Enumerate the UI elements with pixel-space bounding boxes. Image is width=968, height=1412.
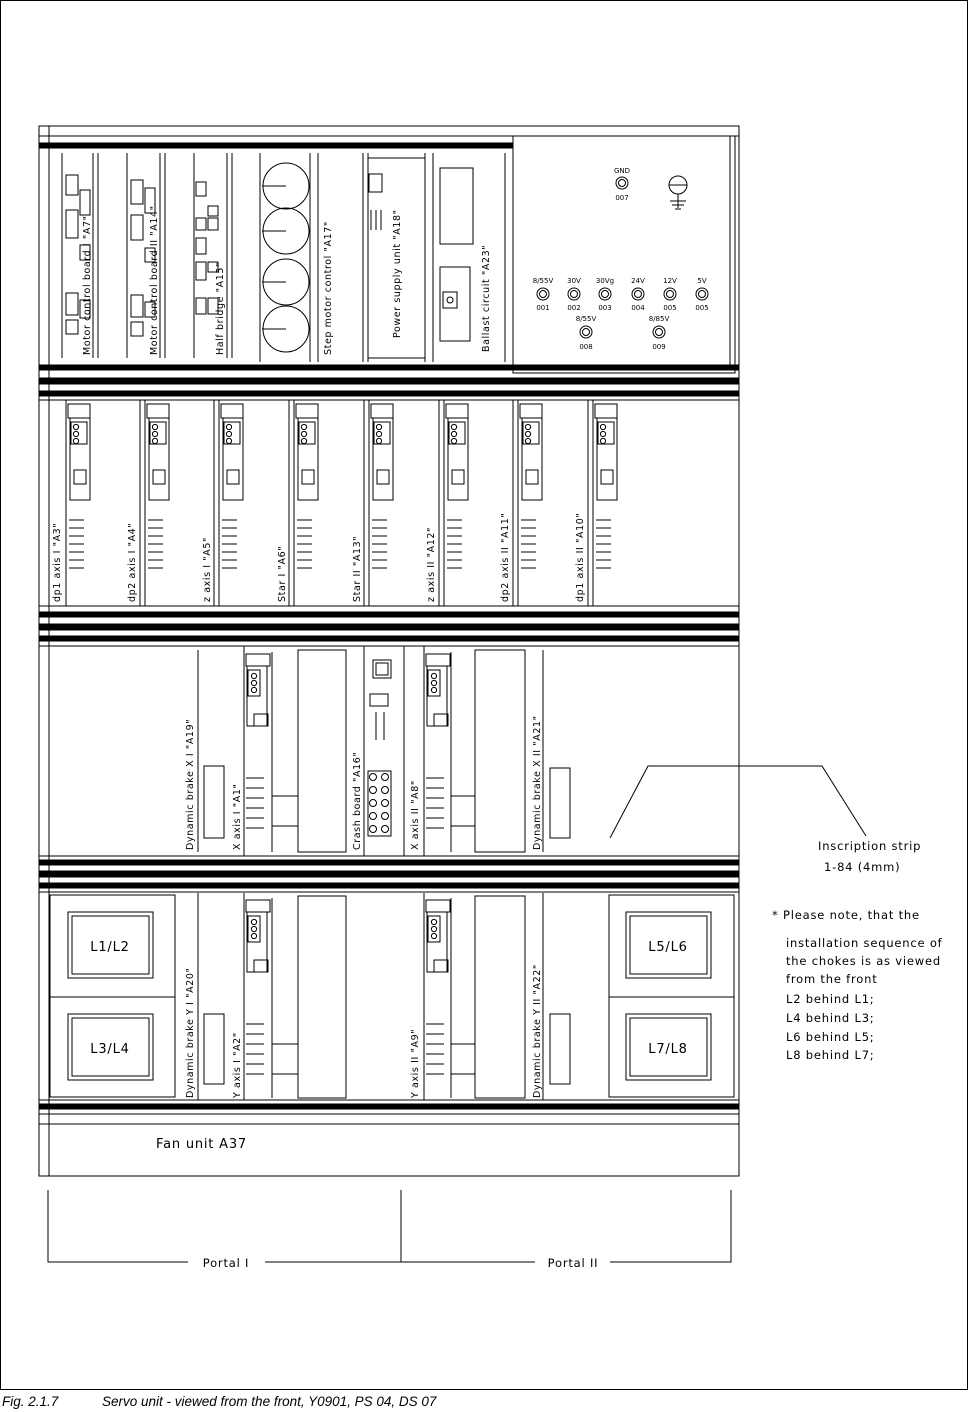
row2-module-components — [68, 404, 617, 568]
connector-pin — [301, 431, 306, 436]
terminal-block — [526, 470, 538, 484]
socket-code-2: 002 — [567, 304, 581, 312]
module-connector — [428, 670, 440, 696]
label-x-axis-a8: X axis II "A8" — [410, 780, 421, 850]
socket-label-4: 24V — [631, 277, 645, 285]
choke-l5-l6: L5/L6 — [648, 940, 688, 955]
label-z-axis-a5: z axis I "A5" — [202, 537, 213, 602]
label-motor-control-board-a7: Motor control board I "A7" — [82, 215, 93, 355]
choke-l1-l2: L1/L2 — [90, 940, 130, 955]
terminal-block — [452, 470, 464, 484]
terminal-block — [601, 470, 613, 484]
inscription-strip-label: Inscription strip — [818, 839, 922, 853]
connector-pin — [73, 438, 78, 443]
label-dynamic-brake-y2-a22: Dynamic brake Y II "A22" — [532, 964, 543, 1098]
module-handle — [520, 404, 542, 418]
inscription-strip-size: 1-84 (4mm) — [824, 860, 901, 874]
label-dp2-axis-a11: dp2 axis II "A11" — [500, 512, 511, 602]
connector-pin — [431, 926, 436, 931]
connector-pin — [431, 673, 436, 678]
axis-module — [446, 404, 468, 568]
row4-structure — [50, 893, 734, 1100]
connector-pin — [152, 438, 157, 443]
socket-code-3: 003 — [598, 304, 612, 312]
module-connector — [248, 916, 260, 942]
power-supply-parts — [369, 168, 473, 341]
fan-unit-label: Fan unit A37 — [156, 1137, 247, 1152]
terminal-block — [227, 470, 239, 484]
row3-structure — [198, 646, 570, 856]
gnd-code: 007 — [615, 194, 629, 202]
socket-label-2: 30V — [567, 277, 581, 285]
connector-pin — [251, 919, 256, 924]
socket-code-5: 005 — [663, 304, 677, 312]
note-line-2: installation sequence of — [786, 936, 943, 950]
inscription-leader — [610, 766, 866, 838]
connector-pin — [431, 687, 436, 692]
module-handle — [68, 404, 90, 418]
axis-amplifier — [426, 900, 450, 1074]
label-z-axis-a12: z axis II "A12" — [426, 526, 437, 602]
axis-module — [296, 404, 318, 568]
connector-pin — [600, 424, 605, 429]
connector-pin — [251, 687, 256, 692]
connector-pin — [431, 919, 436, 924]
connector-pin — [600, 438, 605, 443]
module-handle — [426, 654, 450, 666]
module-handle — [371, 404, 393, 418]
label-dp1-axis-a10: dp1 axis II "A10" — [575, 512, 586, 602]
terminal-block — [434, 714, 448, 726]
chokes-note — [772, 908, 943, 1062]
terminal-block — [74, 470, 86, 484]
label-dp2-axis-a4: dp2 axis I "A4" — [127, 522, 138, 602]
socket-code-1: 001 — [536, 304, 550, 312]
socket-label-6: 5V — [697, 277, 707, 285]
row2-module-labels — [52, 513, 586, 602]
connector-pin — [525, 431, 530, 436]
row1-board-columns — [62, 153, 505, 362]
figure-number: Fig. 2.1.7 — [2, 1394, 59, 1409]
row1-rails — [39, 136, 739, 400]
socket-label-3: 30Vg — [595, 277, 615, 285]
socket-code-4: 004 — [631, 304, 645, 312]
axis-module — [520, 404, 542, 568]
label-power-supply-a18: Power supply unit "A18" — [392, 209, 403, 338]
row4-rails — [39, 1100, 739, 1124]
label-crash-board-a16: Crash board "A16" — [352, 751, 363, 850]
row4-labels — [90, 940, 687, 1099]
label-dynamic-brake-y1-a20: Dynamic brake Y I "A20" — [185, 967, 196, 1098]
axis-module — [221, 404, 243, 568]
connector-pin — [251, 680, 256, 685]
label-dp1-axis-a3: dp1 axis I "A3" — [52, 522, 63, 602]
axis-amplifier — [246, 900, 270, 1074]
axis-module — [595, 404, 617, 568]
socket-label-5: 12V — [663, 277, 677, 285]
step-motor-discs — [262, 163, 309, 352]
label-star-a6: Star I "A6" — [277, 545, 288, 602]
module-handle — [147, 404, 169, 418]
module-handle — [246, 900, 270, 912]
label-motor-control-board-a14: Motor control board II "A14" — [149, 205, 160, 355]
label-y-axis-a9: Y axis II "A9" — [410, 1028, 421, 1098]
row2-module-columns — [66, 400, 593, 606]
note-line-1: * Please note, that the — [772, 908, 920, 922]
socket-code-6: 005 — [695, 304, 709, 312]
label-dynamic-brake-x2-a21: Dynamic brake X II "A21" — [532, 715, 543, 850]
motor-control-connectors — [66, 175, 155, 336]
figure-title: Servo unit - viewed from the front, Y0901, PS 04, DS 07 — [102, 1394, 437, 1409]
socket-code-8: 008 — [579, 343, 593, 351]
connector-pin — [226, 431, 231, 436]
axis-module — [371, 404, 393, 568]
socket-label-1: 8/55V — [532, 277, 554, 285]
connector-pin — [376, 424, 381, 429]
socket-label-9: 8/85V — [648, 315, 670, 323]
connector-pin — [251, 933, 256, 938]
connector-pin — [301, 438, 306, 443]
choke-l7-l8: L7/L8 — [648, 1042, 688, 1057]
socket-label-8: 8/55V — [575, 315, 597, 323]
connector-pin — [301, 424, 306, 429]
connector-pin — [73, 431, 78, 436]
connector-pin — [152, 431, 157, 436]
connector-pin — [451, 424, 456, 429]
module-connector — [428, 916, 440, 942]
row3-rails — [39, 856, 739, 892]
module-handle — [246, 654, 270, 666]
row2-rails — [39, 606, 739, 646]
choke-l3-l4: L3/L4 — [90, 1042, 130, 1057]
connector-pin — [525, 438, 530, 443]
note-line-5: L2 behind L1; — [786, 992, 875, 1006]
label-x-axis-a1: X axis I "A1" — [232, 783, 243, 850]
label-y-axis-a2: Y axis I "A2" — [232, 1032, 243, 1098]
connector-pin — [431, 680, 436, 685]
note-line-7: L6 behind L5; — [786, 1030, 875, 1044]
label-star-a13: Star II "A13" — [352, 535, 363, 602]
terminal-block — [153, 470, 165, 484]
gnd-label: GND — [613, 167, 631, 175]
terminal-block — [377, 470, 389, 484]
connector-pin — [431, 933, 436, 938]
label-ballast-circuit-a23: Ballast circuit "A23" — [481, 244, 492, 352]
module-handle — [446, 404, 468, 418]
module-handle — [296, 404, 318, 418]
connector-pin — [73, 424, 78, 429]
socket-code-9: 009 — [652, 343, 666, 351]
portal-brackets — [48, 1190, 731, 1262]
note-line-6: L4 behind L3; — [786, 1011, 875, 1025]
module-handle — [221, 404, 243, 418]
connector-pin — [451, 431, 456, 436]
module-connector — [248, 670, 260, 696]
terminal-block — [254, 960, 268, 972]
socket-labels — [533, 167, 709, 351]
axis-amplifier — [246, 654, 270, 828]
portal-2-label: Portal II — [547, 1256, 599, 1270]
portal-1-label: Portal I — [202, 1256, 250, 1270]
connector-pin — [451, 438, 456, 443]
axis-module — [147, 404, 169, 568]
module-handle — [595, 404, 617, 418]
note-line-4: from the front — [786, 972, 878, 986]
label-step-motor-control-a17: Step motor control "A17" — [323, 221, 334, 355]
terminal-block — [254, 714, 268, 726]
terminal-block — [434, 960, 448, 972]
axis-module — [68, 404, 90, 568]
connector-pin — [226, 424, 231, 429]
connector-pin — [600, 431, 605, 436]
note-line-3: the chokes is as viewed — [786, 954, 941, 968]
connector-pin — [376, 438, 381, 443]
connector-pin — [525, 424, 530, 429]
connector-pin — [251, 926, 256, 931]
axis-amplifier — [426, 654, 450, 828]
terminal-block — [302, 470, 314, 484]
label-dynamic-brake-x1-a19: Dynamic brake X I "A19" — [185, 718, 196, 850]
connector-pin — [251, 673, 256, 678]
figure-caption — [2, 1394, 436, 1409]
connector-pin — [152, 424, 157, 429]
module-handle — [426, 900, 450, 912]
connector-pin — [226, 438, 231, 443]
label-half-bridge-a15: Half bridge "A15" — [215, 262, 226, 355]
note-line-8: L8 behind L7; — [786, 1048, 875, 1062]
connector-pin — [376, 431, 381, 436]
